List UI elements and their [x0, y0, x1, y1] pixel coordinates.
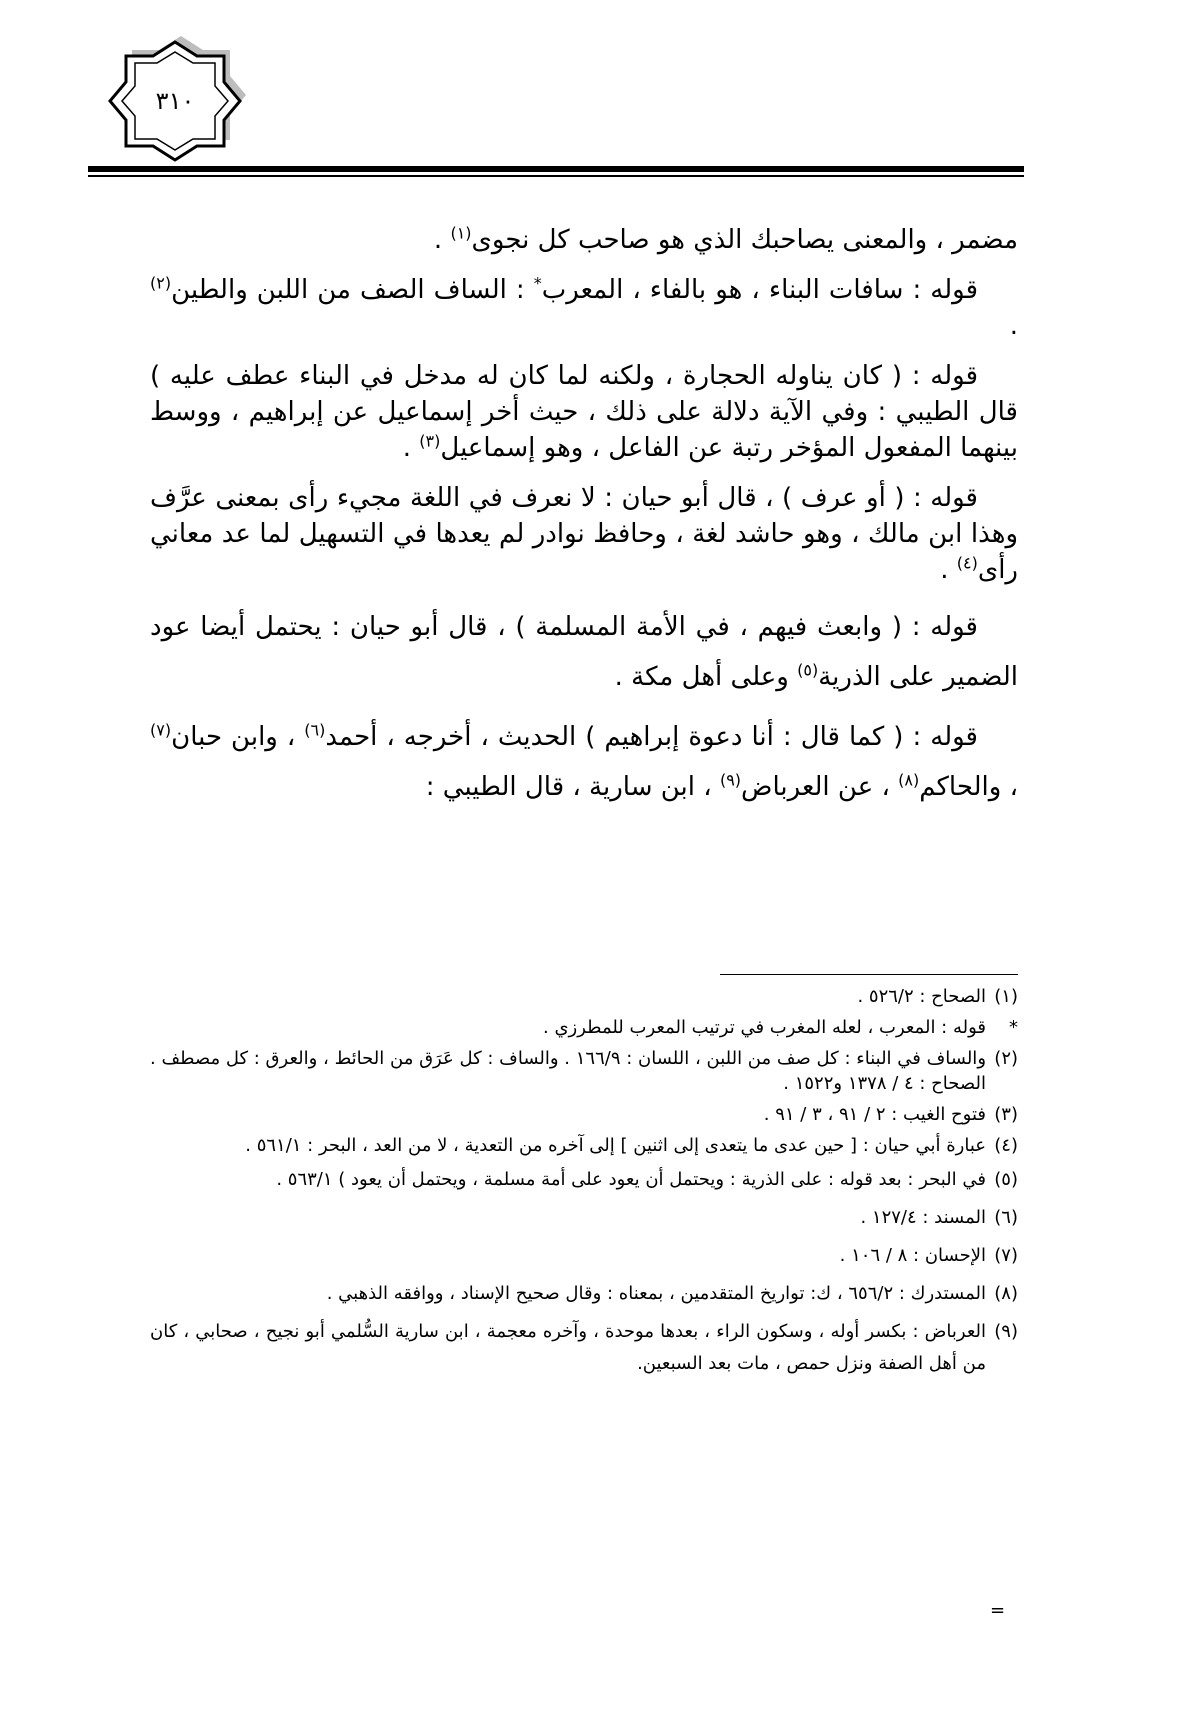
footnote-ref: (٧) [150, 720, 172, 740]
footnote-ref: (٢) [150, 273, 172, 293]
paragraph-text: قوله : ( كان يناوله الحجارة ، ولكنه لما كان له مدخل في البناء عطف عليه ) قال الطيبي : وفي الآية دلالة على ذلك ، حيث أخر إسماعيل عن إبراهيم ، ووسط بينهما المفعول المؤخر رتبة عن الفاعل ، وهو إسماعيل [150, 361, 1018, 463]
page-number-badge [100, 36, 250, 166]
main-text [150, 222, 1018, 822]
paragraph-text: قوله : ( أو عرف ) ، قال أبو حيان : لا نعرف في اللغة مجيء رأى بمعنى عرَّف وهذا ابن مالك ، وهو حاشد لغة ، وحافظ نوادر لم يعدها في التسهيل لما عد معاني رأى [150, 483, 1018, 585]
footnote-ref: (١) [450, 223, 472, 243]
footnote [150, 1102, 1018, 1127]
footnote-text: قوله : المعرب ، لعله المغرب في ترتيب المعرب للمطرزي . [543, 1017, 986, 1038]
footnote-ref: * [533, 273, 542, 293]
paragraph [150, 480, 1018, 588]
footnote-text: العرباض : بكسر أوله ، وسكون الراء ، بعدها موحدة ، وآخره معجمة ، ابن سارية السُّلمي أبو نجيح ، صحابي ، كان من أهل الصفة ونزل حمص ، مات بعد السبعين. [150, 1321, 986, 1374]
footnote-text: الإحسان : ٨ / ١٠٦ . [839, 1245, 986, 1266]
footnote [150, 1015, 1018, 1040]
footnote-text: في البحر : بعد قوله : على الذرية : ويحتمل أن يعود على أمة مسلمة ، ويحتمل أن يعود ) ٥٦٣/١ . [276, 1169, 986, 1190]
footnote-text: المسند : ١٢٧/٤ . [860, 1207, 986, 1228]
footnote-number: (٩) [994, 1321, 1018, 1342]
footnote-number: (٣) [994, 1104, 1018, 1125]
footnote [150, 1202, 1018, 1234]
footnote-number: (٨) [994, 1283, 1018, 1304]
footnote-text: والساف في البناء : كل صف من اللبن ، اللسان : ١٦٦/٩ . والساف : كل عَرَق من الحائط ، والعرق : كل مصطف . الصحاح : ٤ / ١٣٧٨ و١٥٢٢ . [150, 1048, 987, 1094]
footnote-separator [720, 974, 1018, 975]
paragraph-text: ، والحاكم [919, 772, 1018, 802]
paragraph-text: . [940, 555, 957, 585]
footnote-ref: (٣) [419, 431, 441, 451]
footnote [150, 1316, 1018, 1380]
paragraph [150, 358, 1018, 466]
footnote-ref: (٨) [898, 770, 920, 790]
footnote-ref: (٥) [797, 660, 819, 680]
paragraph-text: قوله : ( كما قال : أنا دعوة إبراهيم ) الحديث ، أخرجه ، أحمد [325, 722, 978, 752]
paragraph [150, 272, 1018, 344]
paragraph [150, 222, 1018, 258]
header-rule-thin [88, 175, 1024, 177]
paragraph-text: . [433, 225, 451, 255]
paragraph-text: ، وابن حبان [171, 722, 305, 752]
continuation-mark: = [990, 1600, 1006, 1621]
paragraph-text: ، عن العرباض [741, 772, 899, 802]
paragraph-text: وعلى أهل مكة . [614, 662, 798, 692]
paragraph [150, 602, 1018, 702]
footnote-ref: (٩) [719, 770, 742, 790]
footnote-number: (٧) [994, 1245, 1018, 1266]
paragraph-text: مضمر ، والمعنى يصاحبك الذي هو صاحب كل نجوى [471, 225, 1018, 255]
paragraph-text: ، ابن سارية ، قال الطيبي : [425, 772, 720, 802]
footnote-number: (٦) [994, 1207, 1018, 1228]
footnote-number: (٥) [994, 1169, 1018, 1190]
paragraph-text: قوله : سافات البناء ، هو بالفاء ، المعرب [541, 275, 978, 305]
page-number: ٣١٠ [155, 87, 195, 115]
footnote [150, 1164, 1018, 1196]
footnote-ref: (٤) [956, 553, 978, 573]
footnote-text: عبارة أبي حيان : [ حين عدى ما يتعدى إلى اثنين ] إلى آخره من التعدية ، لا من العد ، البحر : ٥٦١/١ . [245, 1135, 986, 1156]
paragraph-text: . [1009, 311, 1018, 341]
paragraph-text: : الساف الصف من اللبن والطين [171, 275, 534, 305]
header-rule-thick [88, 166, 1024, 172]
footnote [150, 1278, 1018, 1310]
paragraph-text: . [402, 433, 420, 463]
footnote-ref: (٦) [304, 720, 326, 740]
footnote-number: (١) [994, 986, 1018, 1007]
footnote-number: (٢) [994, 1048, 1019, 1069]
footnote-text: فتوح الغيب : ٢ / ٩١ ، ٣ / ٩١ . [763, 1104, 986, 1125]
paragraph [150, 712, 1018, 812]
footnote [150, 1046, 1018, 1096]
footnote-number: (٤) [994, 1135, 1018, 1156]
footnote-number: * [1009, 1017, 1018, 1038]
footnote-text: الصحاح : ٥٢٦/٢ . [857, 986, 986, 1007]
footnotes [150, 984, 1018, 1386]
footnote [150, 1133, 1018, 1158]
footnote-text: المستدرك : ٦٥٦/٢ ، ك: تواريخ المتقدمين ، بمعناه : وقال صحيح الإسناد ، ووافقه الذهبي . [326, 1283, 986, 1304]
footnote [150, 1240, 1018, 1272]
footnote [150, 984, 1018, 1009]
paragraph-text: قوله : ( وابعث فيهم ، في الأمة المسلمة ) ، قال أبو حيان : يحتمل أيضا عود الضمير على الذرية [150, 612, 1018, 692]
